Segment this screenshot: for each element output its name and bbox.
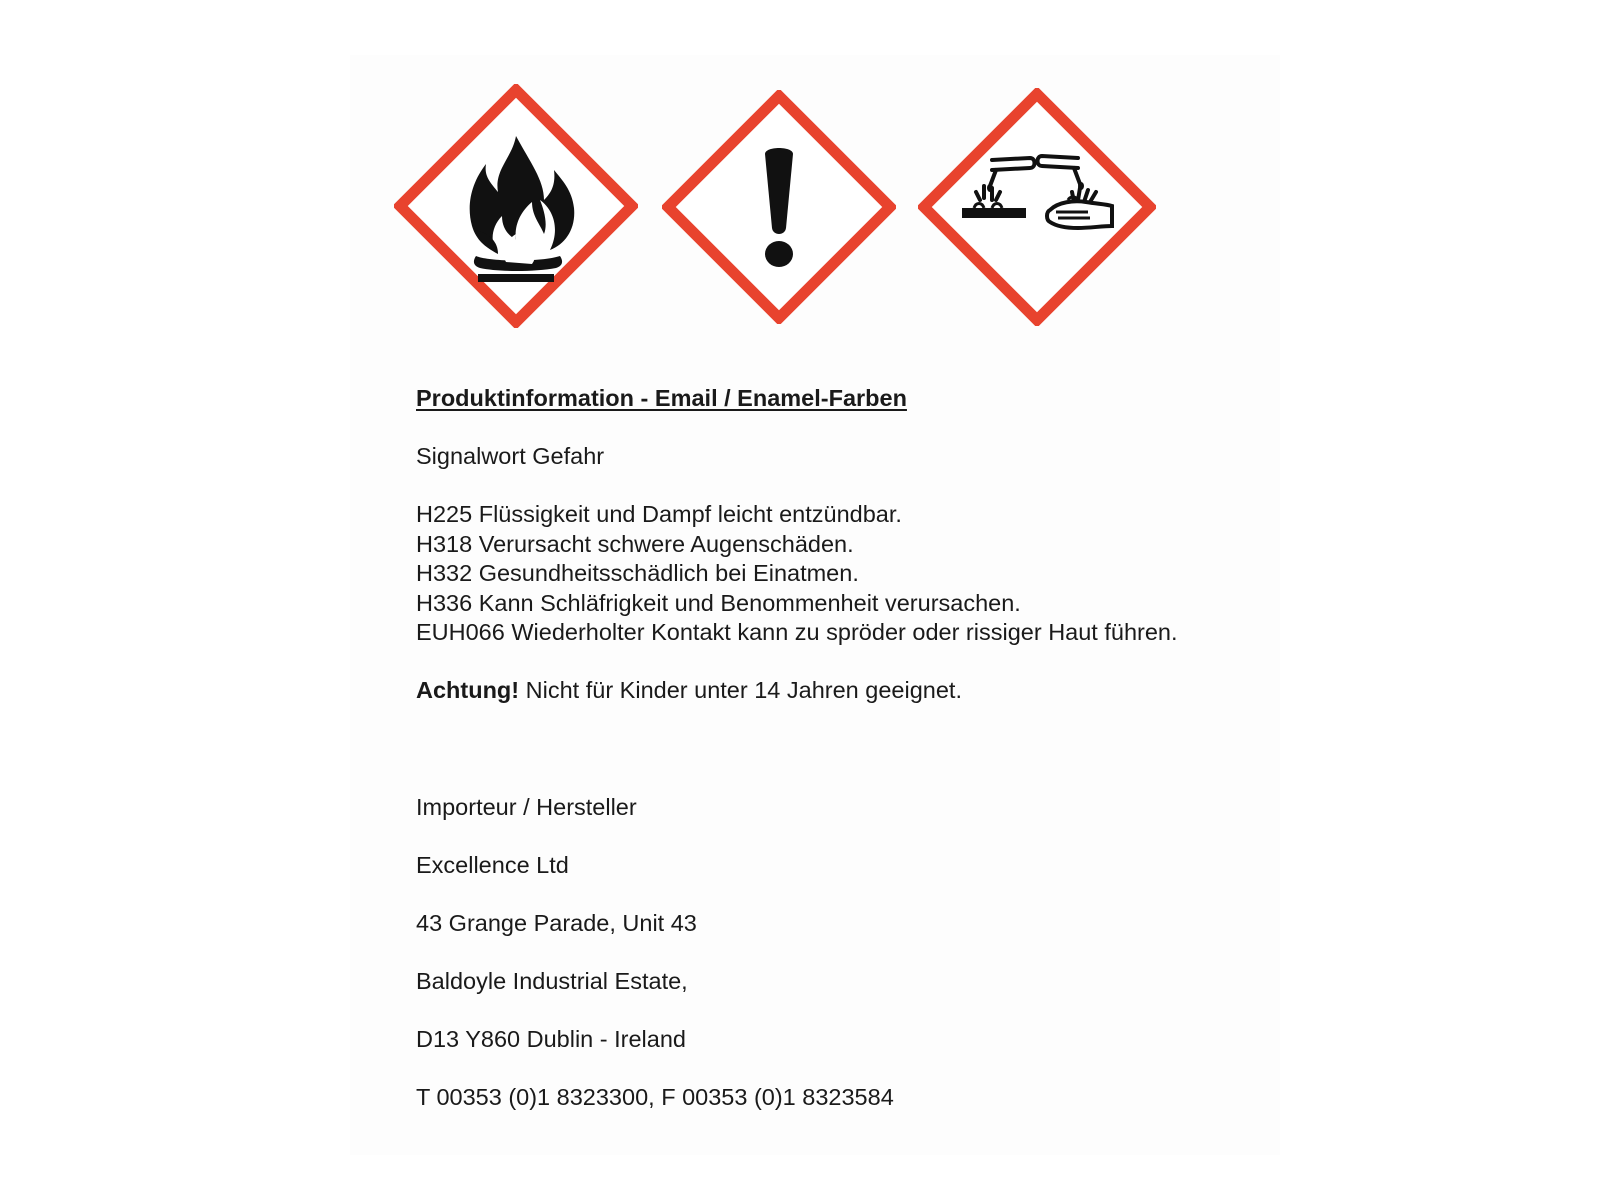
address-line-2: Baldoyle Industrial Estate, (416, 968, 688, 994)
hazard-statement: H332 Gesundheitsschädlich bei Einatmen. (416, 560, 859, 586)
hazard-statement: H318 Verursacht schwere Augenschäden. (416, 530, 854, 557)
hazard-statement: H336 Kann Schläfrigkeit und Benommenheit verursachen. (416, 589, 1021, 616)
ghs-pictograms (394, 84, 1154, 334)
company-name: Excellence Ltd (416, 852, 569, 878)
ghs07-exclamation-icon (662, 90, 896, 324)
hazard-statement: EUH066 Wiederholter Kontakt kann zu spröder oder rissiger Haut führen. (416, 619, 1178, 645)
manufacturer-label: Importeur / Hersteller (416, 794, 637, 820)
signal-word: Signalwort Gefahr (416, 443, 605, 469)
warning-text: Nicht für Kinder unter 14 Jahren geeignet. (519, 677, 962, 703)
age-warning (416, 676, 962, 706)
hazard-statement: H225 Flüssigkeit und Dampf leicht entzündbar. (416, 501, 902, 527)
address-line-3: D13 Y860 Dublin - Ireland (416, 1026, 686, 1052)
product-heading: Produktinformation - Email / Enamel-Farben (416, 385, 907, 411)
ghs05-corrosion-icon (918, 88, 1156, 326)
address-line-1: 43 Grange Parade, Unit 43 (416, 910, 697, 936)
warning-label: Achtung! (416, 677, 520, 703)
ghs02-flame-icon (394, 84, 638, 328)
hazard-statements (416, 500, 1178, 648)
phone-fax: T 00353 (0)1 8323300, F 00353 (0)1 8323584 (416, 1084, 894, 1110)
